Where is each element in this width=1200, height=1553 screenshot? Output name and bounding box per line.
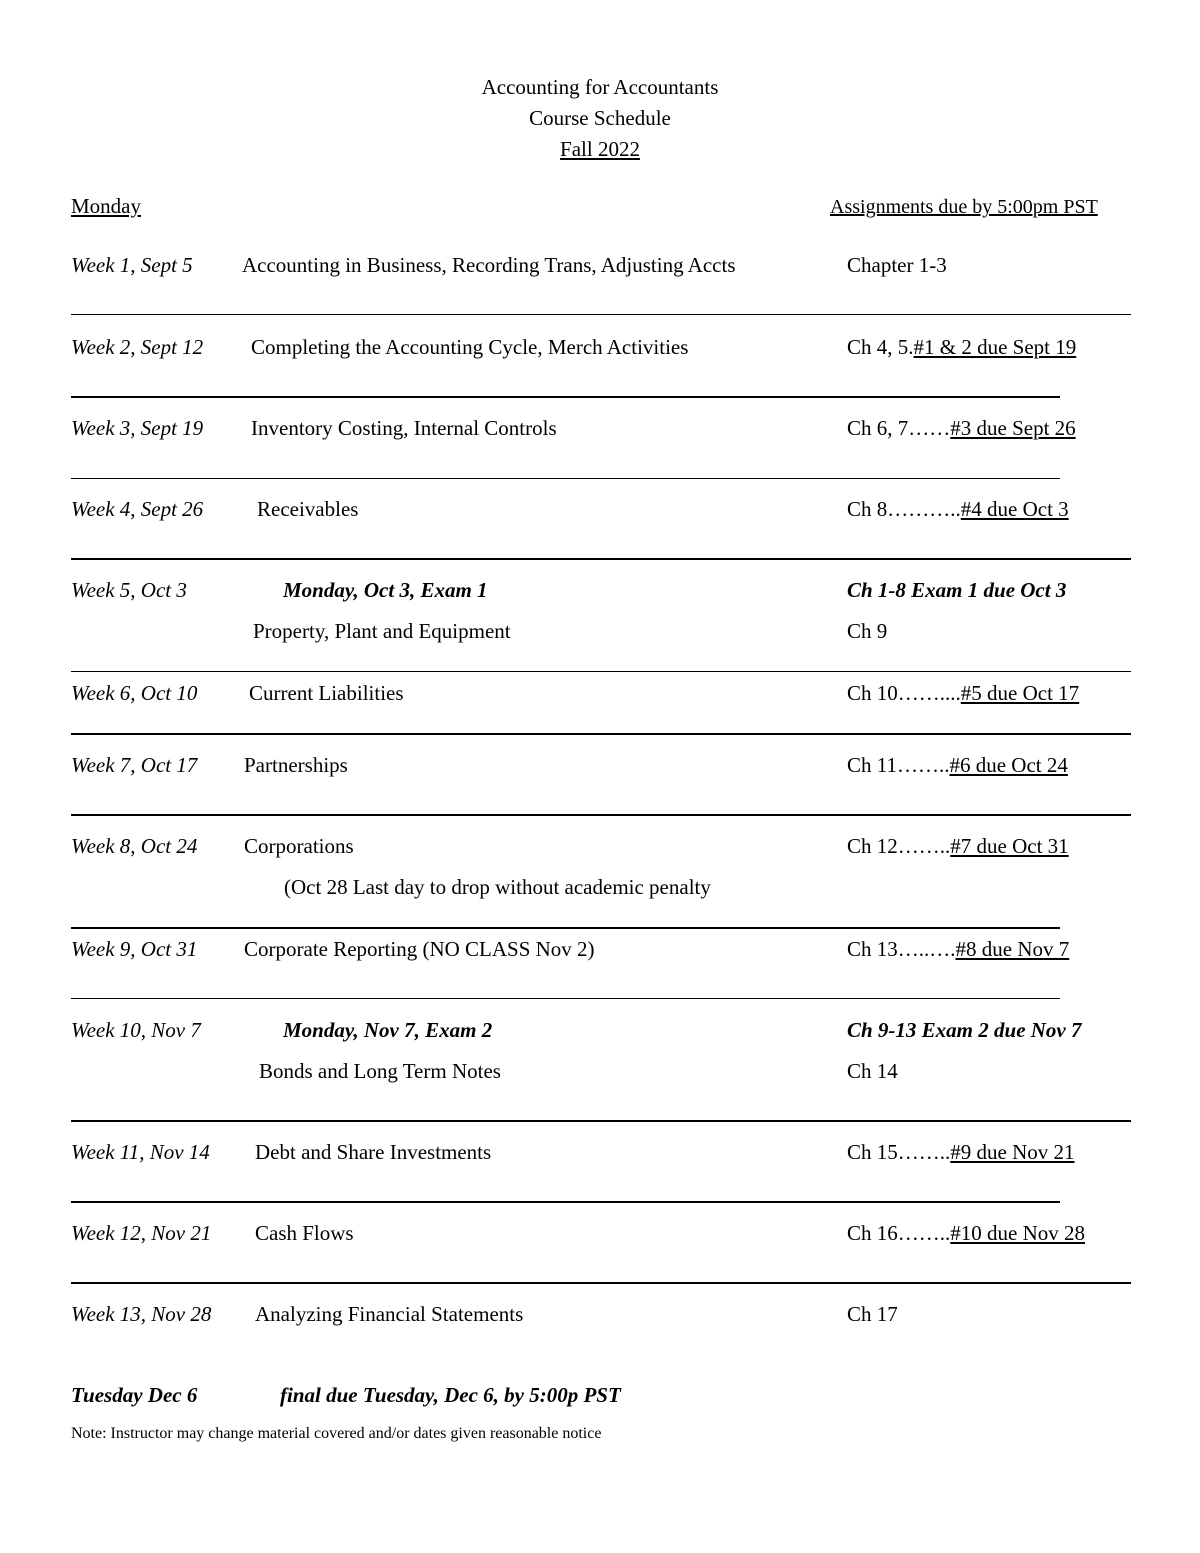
week-9-topic: Corporate Reporting (NO CLASS Nov 2): [244, 937, 595, 961]
course-subtitle: Course Schedule: [529, 106, 671, 130]
divider: [71, 671, 1131, 672]
week-3-chapter: Ch 6, 7……: [847, 416, 951, 440]
week-12-date: Week 12, Nov 21: [71, 1221, 212, 1245]
week-4-assignment: [847, 497, 1069, 521]
divider: [71, 998, 1060, 999]
course-term: Fall 2022: [560, 137, 640, 161]
week-13-date: Week 13, Nov 28: [71, 1302, 212, 1326]
week-1-chapter: Chapter 1-3: [847, 253, 947, 277]
instructor-note: Note: Instructor may change material covered and/or dates given reasonable notice: [71, 1425, 602, 1442]
week-4-date: Week 4, Sept 26: [71, 497, 204, 521]
week-2-due: #1 & 2 due Sept 19: [913, 335, 1077, 359]
divider: [71, 814, 1131, 816]
divider: [71, 733, 1131, 735]
week-11-due: #9 due Nov 21: [950, 1140, 1075, 1164]
divider: [71, 1201, 1060, 1203]
week-9-assignment: [847, 937, 1069, 961]
week-2-assignment: [847, 335, 1076, 359]
week-13-chapter: Ch 17: [847, 1302, 898, 1326]
week-7-topic: Partnerships: [244, 753, 348, 777]
divider: [71, 314, 1131, 315]
week-8-topic: Corporations: [244, 834, 354, 858]
week-8-assignment: [847, 834, 1069, 858]
week-8-drop-note: (Oct 28 Last day to drop without academic penalty: [284, 875, 711, 899]
divider: [71, 927, 1060, 929]
week-12-assignment: [847, 1221, 1085, 1245]
week-12-topic: Cash Flows: [255, 1221, 354, 1245]
week-5-topic-2: Property, Plant and Equipment: [253, 619, 511, 643]
week-6-topic: Current Liabilities: [249, 681, 404, 705]
week-4-topic: Receivables: [257, 497, 359, 521]
week-7-due: #6 due Oct 24: [949, 753, 1068, 777]
course-title: Accounting for Accountants: [481, 75, 719, 99]
week-3-topic: Inventory Costing, Internal Controls: [251, 416, 557, 440]
week-11-topic: Debt and Share Investments: [255, 1140, 492, 1164]
week-1-topic: Accounting in Business, Recording Trans, Adjusting Accts: [242, 253, 736, 277]
due-header: Assignments due by 5:00pm PST: [830, 196, 1098, 218]
week-5-topic: Monday, Oct 3, Exam 1: [283, 578, 488, 602]
divider: [71, 478, 1060, 479]
divider: [71, 396, 1060, 398]
week-10-chapter: Ch 9-13 Exam 2 due Nov 7: [847, 1018, 1082, 1042]
week-9-due: #8 due Nov 7: [955, 937, 1070, 961]
week-3-due: #3 due Sept 26: [950, 416, 1076, 440]
title-block: [0, 72, 1200, 165]
week-11-assignment: [847, 1140, 1075, 1164]
week-10-topic: Monday, Nov 7, Exam 2: [283, 1018, 493, 1042]
week-6-assignment: [847, 681, 1079, 705]
week-6-date: Week 6, Oct 10: [71, 681, 198, 705]
day-header: Monday: [71, 194, 141, 218]
divider: [71, 558, 1131, 560]
week-9-chapter: Ch 13…..….: [847, 937, 956, 961]
week-5-chapter-2: Ch 9: [847, 619, 888, 643]
week-9-date: Week 9, Oct 31: [71, 937, 198, 961]
week-12-chapter: Ch 16……..: [847, 1221, 951, 1245]
week-1-date: Week 1, Sept 5: [71, 253, 193, 277]
week-6-chapter: Ch 10……....: [847, 681, 961, 705]
week-10-date: Week 10, Nov 7: [71, 1018, 201, 1042]
week-13-topic: Analyzing Financial Statements: [255, 1302, 524, 1326]
week-3-date: Week 3, Sept 19: [71, 416, 204, 440]
week-10-topic-2: Bonds and Long Term Notes: [259, 1059, 501, 1083]
week-11-chapter: Ch 15……..: [847, 1140, 951, 1164]
week-7-date: Week 7, Oct 17: [71, 753, 198, 777]
divider: [71, 1120, 1131, 1122]
week-8-due: #7 due Oct 31: [950, 834, 1069, 858]
week-4-chapter: Ch 8………..: [847, 497, 961, 521]
final-label: Tuesday Dec 6: [71, 1383, 198, 1407]
week-8-date: Week 8, Oct 24: [71, 834, 198, 858]
week-2-date: Week 2, Sept 12: [71, 335, 204, 359]
week-5-date: Week 5, Oct 3: [71, 578, 187, 602]
week-8-chapter: Ch 12……..: [847, 834, 951, 858]
divider: [71, 1282, 1131, 1284]
week-3-assignment: [847, 416, 1076, 440]
week-2-topic: Completing the Accounting Cycle, Merch Activities: [251, 335, 689, 359]
week-11-date: Week 11, Nov 14: [71, 1140, 210, 1164]
week-4-due: #4 due Oct 3: [960, 497, 1069, 521]
final-text: final due Tuesday, Dec 6, by 5:00p PST: [280, 1383, 621, 1407]
week-6-due: #5 due Oct 17: [960, 681, 1080, 705]
week-10-chapter-2: Ch 14: [847, 1059, 898, 1083]
week-7-assignment: [847, 753, 1068, 777]
week-7-chapter: Ch 11……..: [847, 753, 950, 777]
week-5-chapter: Ch 1-8 Exam 1 due Oct 3: [847, 578, 1067, 602]
week-12-due: #10 due Nov 28: [950, 1221, 1086, 1245]
week-2-chapter: Ch 4, 5.: [847, 335, 914, 359]
